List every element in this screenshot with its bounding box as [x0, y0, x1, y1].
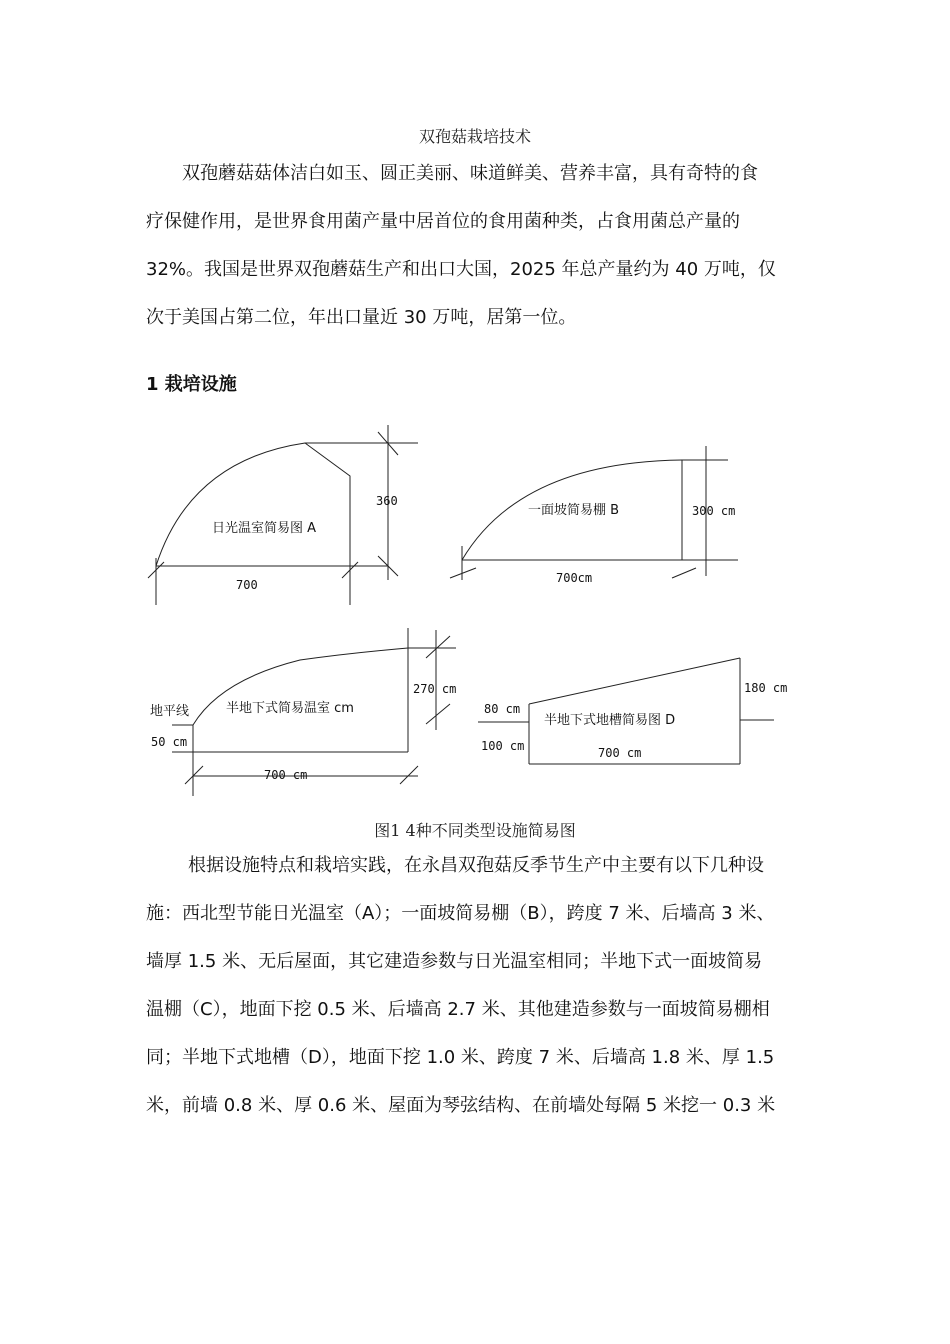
diagram-c-height: 270 cm	[413, 682, 457, 696]
diagram-c-ground-line: 地平线	[150, 704, 190, 719]
body-line: 根据设施特点和栽培实践，在永昌双孢菇反季节生产中主要有以下几种设	[188, 855, 764, 876]
intro-line: 疗保健作用，是世界食用菌产量中居首位的食用菌种类，占食用菌总产量的	[146, 211, 740, 232]
diagram-d-width: 700 cm	[598, 746, 642, 760]
body-line: 施：西北型节能日光温室（A）；一面坡简易棚（B），跨度 7 米、后墙高 3 米、	[146, 903, 775, 924]
diagram-d-front-wall: 80 cm	[484, 702, 521, 716]
diagram-a-label: 日光温室简易图 A	[212, 521, 317, 536]
facility-diagram	[140, 420, 800, 810]
intro-line: 次于美国占第二位，年出口量近 30 万吨，居第一位。	[146, 307, 577, 328]
body-line: 墙厚 1.5 米、无后屋面，其它建造参数与日光温室相同；半地下式一面坡简易	[146, 951, 763, 972]
diagram-b-width: 700cm	[556, 571, 593, 585]
diagram-a-height: 360	[376, 494, 398, 508]
body-line: 米，前墙 0.8 米、厚 0.6 米、屋面为琴弦结构、在前墙处每隔 5 米挖一 0.3 米	[146, 1095, 776, 1116]
diagram-a-width: 700	[236, 578, 258, 592]
diagram-b-label: 一面坡简易棚 B	[528, 503, 620, 518]
body-paragraph	[146, 842, 816, 1130]
diagram-d-depth: 100 cm	[481, 739, 525, 753]
diagram-d-back-wall: 180 cm	[744, 681, 788, 695]
intro-line: 双孢蘑菇菇体洁白如玉、圆正美丽、味道鲜美、营养丰富，具有奇特的食	[182, 163, 758, 184]
body-line: 温棚（C），地面下挖 0.5 米、后墙高 2.7 米、其他建造参数与一面坡简易棚相	[146, 999, 770, 1020]
body-line: 同；半地下式地槽（D），地面下挖 1.0 米、跨度 7 米、后墙高 1.8 米、厚 1.5	[146, 1047, 775, 1068]
facility-diagram-figure	[140, 420, 800, 810]
diagram-c-label: 半地下式简易温室 cm	[226, 701, 354, 716]
diagram-b-height: 300 cm	[692, 504, 736, 518]
diagram-c-depth: 50 cm	[151, 735, 188, 749]
diagram-a-outline	[148, 425, 418, 605]
diagram-d-label: 半地下式地槽简易图 D	[544, 713, 676, 728]
section-heading: 1 栽培设施	[146, 374, 237, 395]
intro-paragraph	[146, 150, 816, 342]
figure-caption: 图1 4种不同类型设施简易图	[374, 821, 576, 840]
intro-line: 32%。我国是世界双孢蘑菇生产和出口大国，2025 年总产量约为 40 万吨，仅	[146, 259, 776, 280]
diagram-c-width: 700 cm	[264, 768, 308, 782]
document-title: 双孢菇栽培技术	[418, 127, 531, 146]
